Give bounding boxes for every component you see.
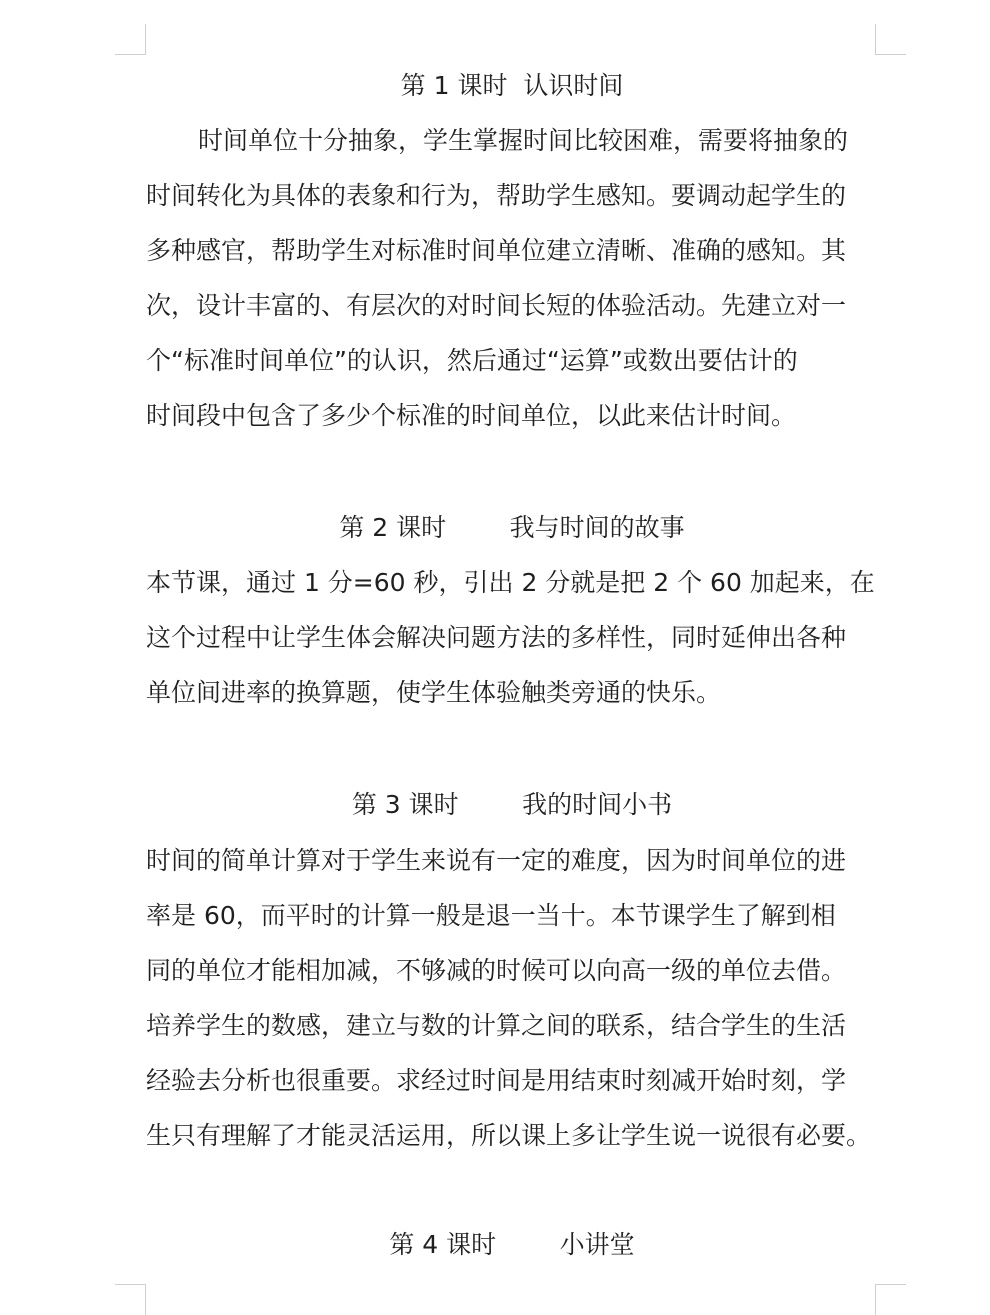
paragraph-line: 培养学生的数感，建立与数的计算之间的联系，结合学生的生活	[146, 1011, 847, 1040]
paragraph-line: 单位间进率的换算题，使学生体验触类旁通的快乐。	[146, 678, 722, 707]
lesson-2-paragraph	[146, 555, 878, 720]
paragraph-line: 次，设计丰富的、有层次的对时间长短的体验活动。先建立对一	[146, 291, 847, 320]
lesson-3-title: 第 3 课时 我的时间小书	[351, 790, 673, 819]
paragraph-line: 时间段中包含了多少个标准的时间单位，以此来估计时间。	[146, 401, 797, 430]
lesson-1-paragraph	[146, 113, 878, 443]
paragraph-line: 生只有理解了才能灵活运用，所以课上多让学生说一说很有必要。	[146, 1121, 872, 1150]
crop-mark-bottom-left	[115, 1284, 146, 1315]
paragraph-line: 同的单位才能相加减，不够减的时候可以向高一级的单位去借。	[146, 956, 847, 985]
paragraph-line: 个“标准时间单位”的认识，然后通过“运算”或数出要估计的	[146, 346, 798, 375]
document-body	[146, 62, 878, 1269]
paragraph-line: 时间的简单计算对于学生来说有一定的难度，因为时间单位的进	[146, 846, 847, 875]
crop-mark-top-left	[115, 24, 146, 55]
paragraph-line: 时间单位十分抽象，学生掌握时间比较困难，需要将抽象的	[198, 126, 849, 155]
lesson-4-title: 第 4 课时 小讲堂	[389, 1230, 635, 1259]
paragraph-line: 本节课，通过 1 分=60 秒，引出 2 分就是把 2 个 60 加起来，在	[146, 568, 875, 597]
paragraph-line: 率是 60，而平时的计算一般是退一当十。本节课学生了解到相	[146, 901, 836, 930]
paragraph-line: 时间转化为具体的表象和行为，帮助学生感知。要调动起学生的	[146, 181, 847, 210]
paragraph-line: 经验去分析也很重要。求经过时间是用结束时刻减开始时刻，学	[146, 1066, 847, 1095]
lesson-3-paragraph	[146, 833, 878, 1163]
crop-mark-top-right	[875, 24, 906, 55]
paragraph-line: 多种感官，帮助学生对标准时间单位建立清晰、准确的感知。其	[146, 236, 847, 265]
lesson-1-title: 第 1 课时 认识时间	[400, 71, 624, 100]
lesson-2-title: 第 2 课时 我与时间的故事	[339, 513, 685, 542]
crop-mark-bottom-right	[875, 1284, 906, 1315]
paragraph-line: 这个过程中让学生体会解决问题方法的多样性，同时延伸出各种	[146, 623, 847, 652]
